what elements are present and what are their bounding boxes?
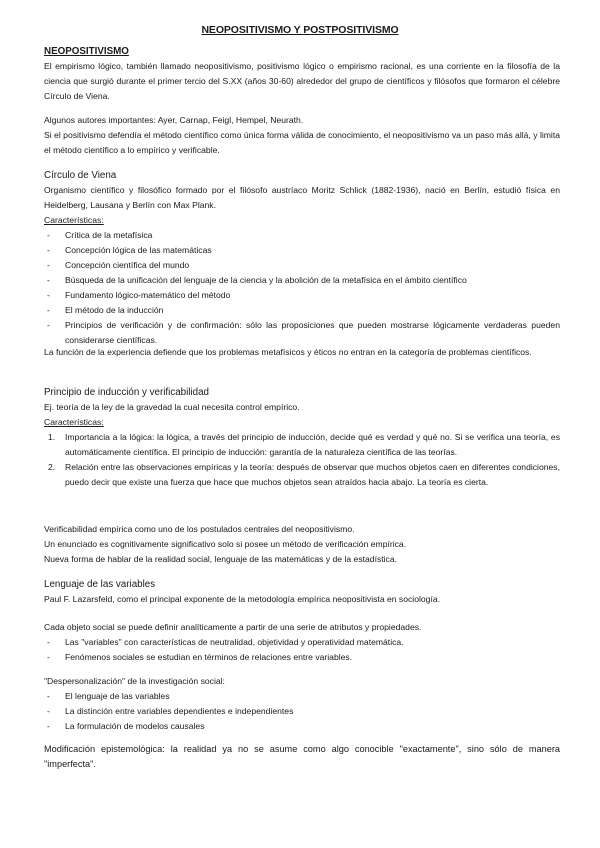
list-item: - El método de la inducción	[44, 303, 560, 318]
despersonalizacion-block	[44, 674, 560, 734]
objeto-block	[44, 620, 560, 665]
verificabilidad-line: Verificabilidad empírica como uno de los postulados centrales del neopositivismo.	[44, 524, 355, 534]
intro-paragraph: El empirismo lógico, también llamado neopositivismo, positivismo lógico o empirismo racional, es una corriente en la filosofía de la ciencia que surgió durante el primer tercio del S.XX (años 30-60) alrededor del grupo de científicos y filósofos que formaron el célebre Círculo de Viena.	[44, 61, 560, 101]
circulo-paragraph: Organismo científico y filosófico formado por el filósofo austríaco Moritz Schlick (1882-1936), nació en Berlín, estudió física en Heidelberg, Lausana y Berlín con Max Plank.	[44, 185, 560, 210]
verificabilidad-block	[44, 522, 560, 567]
list-item	[44, 430, 560, 460]
despersonalizacion-heading: "Despersonalización" de la investigación social:	[44, 676, 225, 686]
list-item: - Las "variables" con características de neutralidad, objetividad y operatividad matemática.	[44, 635, 560, 650]
lenguaje-paragraph: Paul F. Lazarsfeld, como el principal exponente de la metodología empírica neopositivista en sociología.	[44, 594, 441, 604]
list-number: 2.	[48, 462, 56, 472]
objeto-paragraph: Cada objeto social se puede definir analíticamente a partir de una serie de atributos y propiedades.	[44, 622, 422, 632]
section-circulo	[44, 168, 560, 348]
section-induccion	[44, 385, 560, 490]
list-item: - Concepción lógica de las matemáticas	[44, 243, 560, 258]
section-lenguaje	[44, 577, 560, 607]
modificacion-paragraph: Modificación epistemológica: la realidad ya no se asume como algo conocible "exactamente", sino sólo de manera "imperfecta".	[44, 744, 560, 769]
authors-block	[44, 113, 560, 158]
list-number: 1.	[48, 432, 56, 442]
verificabilidad-line: Un enunciado es cognitivamente significativo solo si posee un método de verificación empírica.	[44, 539, 407, 549]
circulo-characteristics-label: Características:	[44, 215, 104, 225]
induccion-example: Ej. teoría de la ley de la gravedad la cual necesita control empírico.	[44, 402, 300, 412]
induccion-heading: Principio de inducción y verificabilidad	[44, 387, 210, 398]
verificabilidad-line: Nueva forma de hablar de la realidad social, lenguaje de las matemáticas y de la estadística.	[44, 554, 398, 564]
positivism-paragraph: Si el positivismo defendía el método científico como única forma válida de conocimiento, el neopositivismo va un paso más allá, y limita el método científico a lo empírico y verificable.	[44, 130, 560, 155]
list-item: - La distinción entre variables dependientes e independientes	[44, 704, 560, 719]
experiencia-paragraph: La función de la experiencia defiende que los problemas metafísicos y éticos no entran en la categoría de problemas científicos.	[44, 347, 532, 357]
list-item	[44, 460, 560, 490]
despersonalizacion-list	[44, 689, 560, 734]
lenguaje-heading: Lenguaje de las variables	[44, 579, 156, 590]
list-item: - Búsqueda de la unificación del lenguaje de la ciencia y la abolición de la metafísica en el ámbito científico	[44, 273, 560, 288]
section-heading: NEOPOSITIVISMO	[44, 46, 129, 57]
authors-line: Algunos autores importantes: Ayer, Carnap, Feigl, Hempel, Neurath.	[44, 115, 304, 125]
list-item-text: Importancia a la lógica: la lógica, a través del principio de inducción, decide qué es verdad y qué no. Si se verifica una teoría, es automáticamente científica. El principio de inducción: garantía de la naturaleza científica de las teorías.	[65, 432, 560, 457]
list-item: - Fenómenos sociales se estudian en términos de relaciones entre variables.	[44, 650, 560, 665]
circulo-heading: Círculo de Viena	[44, 170, 117, 181]
objeto-list	[44, 635, 560, 665]
list-item: - Fundamento lógico-matemático del método	[44, 288, 560, 303]
list-item: - Principios de verificación y de confirmación: sólo las proposiciones que pueden mostrarse lógicamente verdaderas pueden considerarse científicas.	[44, 318, 560, 348]
list-item: - Crítica de la metafísica	[44, 228, 560, 243]
induccion-numbered-list	[44, 430, 560, 490]
document-title: NEOPOSITIVISMO Y POSTPOSITIVISMO	[201, 24, 399, 36]
circulo-characteristics-list	[44, 228, 560, 348]
list-item: - La formulación de modelos causales	[44, 719, 560, 734]
section-neopositivismo	[44, 44, 560, 104]
induccion-characteristics-label: Características:	[44, 417, 104, 427]
list-item-text: Relación entre las observaciones empíricas y la teoría: después de observar que muchos objetos caen en diferentes condiciones, puedo decir que existe una fuerza que hace que muchos objetos sean atraídos hacia abajo. La teoría es cierta.	[65, 462, 560, 487]
list-item: - El lenguaje de las variables	[44, 689, 560, 704]
list-item: - Concepción científica del mundo	[44, 258, 560, 273]
